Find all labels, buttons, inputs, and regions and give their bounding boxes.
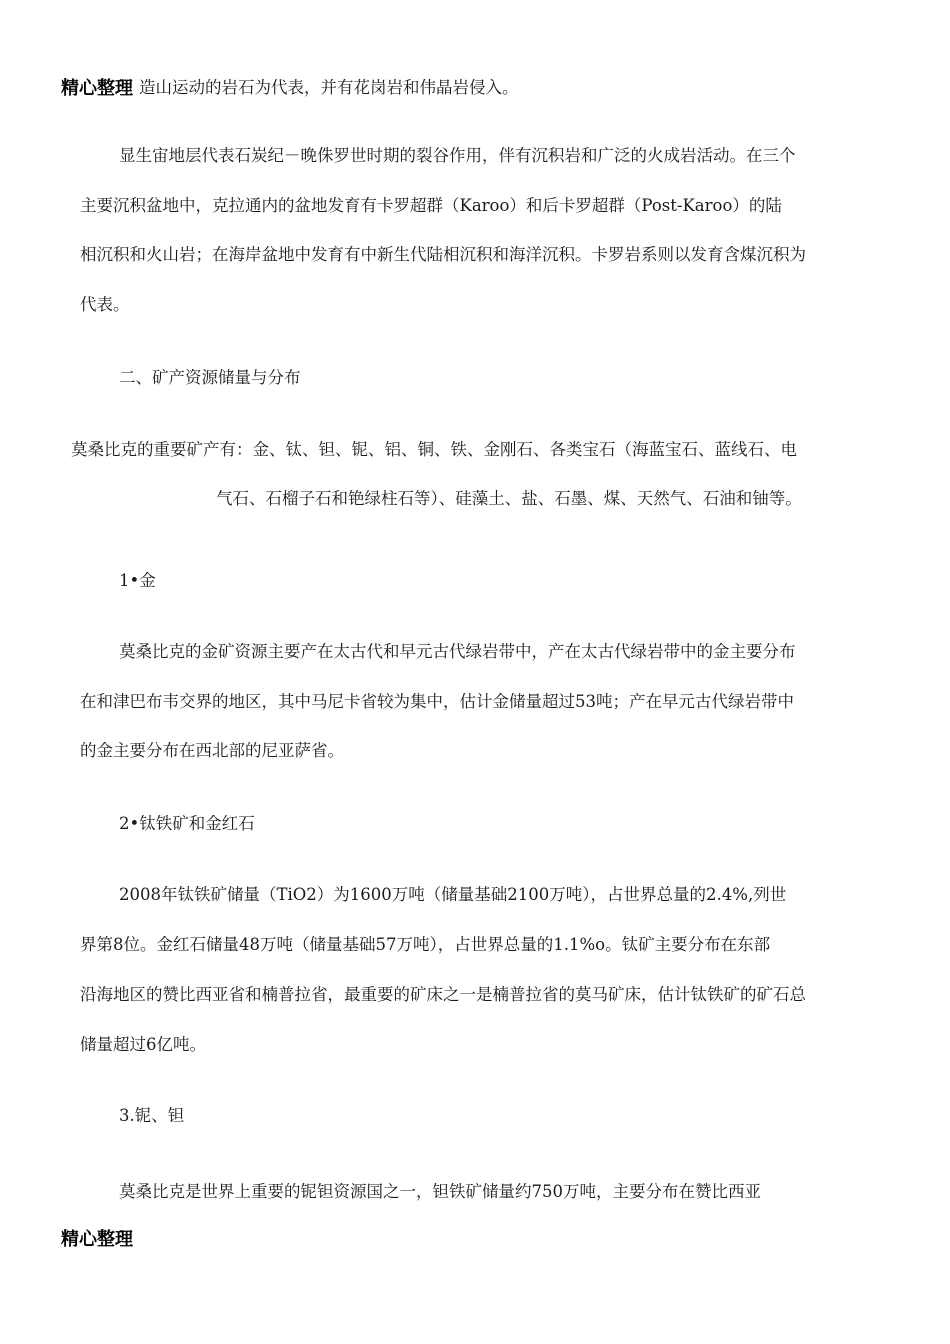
paragraph-line: 莫桑比克的金矿资源主要产在太古代和早元古代绿岩带中，产在太古代绿岩带中的金主要分布 xyxy=(119,642,796,661)
paragraph-line: 沿海地区的赞比西亚省和楠普拉省，最重要的矿床之一是楠普拉省的莫马矿床，估计钛铁矿的矿石总 xyxy=(80,985,806,1004)
paragraph-line: 气石、石榴子石和铯绿柱石等）、硅藻土、盐、石墨、煤、天然气、石油和铀等。 xyxy=(216,489,802,508)
subsection-heading: 3.铌、钽 xyxy=(119,1106,185,1125)
paragraph-line: 造山运动的岩石为代表，并有花岗岩和伟晶岩侵入。 xyxy=(139,78,519,97)
paragraph-line: 莫桑比克是世界上重要的铌钽资源国之一，钽铁矿储量约750万吨，主要分布在赞比西亚 xyxy=(119,1182,761,1201)
paragraph-line: 在和津巴布韦交界的地区，其中马尼卡省较为集中，估计金储量超过53吨；产在早元古代绿岩带中 xyxy=(80,692,794,711)
paragraph-line: 2008年钛铁矿储量（TiO2）为1600万吨（储量基础2100万吨），占世界总量的2.4%,列世 xyxy=(119,885,787,904)
page-footer-label: 精心整理 xyxy=(61,1229,133,1250)
page-header-label: 精心整理 xyxy=(61,78,133,99)
section-heading: 二、矿产资源储量与分布 xyxy=(119,368,301,387)
paragraph-line: 相沉积和火山岩；在海岸盆地中发育有中新生代陆相沉积和海洋沉积。卡罗岩系则以发育含煤沉积为 xyxy=(80,245,806,264)
paragraph-line: 莫桑比克的重要矿产有：金、钛、钽、铌、铝、铜、铁、金刚石、各类宝石（海蓝宝石、蓝线石、电 xyxy=(71,440,797,459)
subsection-heading: 1•金 xyxy=(119,571,156,590)
paragraph-line: 的金主要分布在西北部的尼亚萨省。 xyxy=(80,741,344,760)
paragraph-line: 储量超过6亿吨。 xyxy=(80,1035,206,1054)
subsection-heading: 2•钛铁矿和金红石 xyxy=(119,814,255,833)
paragraph-line: 显生宙地层代表石炭纪－晚侏罗世时期的裂谷作用，伴有沉积岩和广泛的火成岩活动。在三个 xyxy=(119,146,796,165)
paragraph-line: 代表。 xyxy=(80,295,130,314)
paragraph-line: 界第8位。金红石储量48万吨（储量基础57万吨），占世界总量的1.1%o。钛矿主要分布在东部 xyxy=(80,935,771,954)
paragraph-line: 主要沉积盆地中，克拉通内的盆地发育有卡罗超群（Karoo）和后卡罗超群（Post-Karoo）的陆 xyxy=(80,196,782,215)
